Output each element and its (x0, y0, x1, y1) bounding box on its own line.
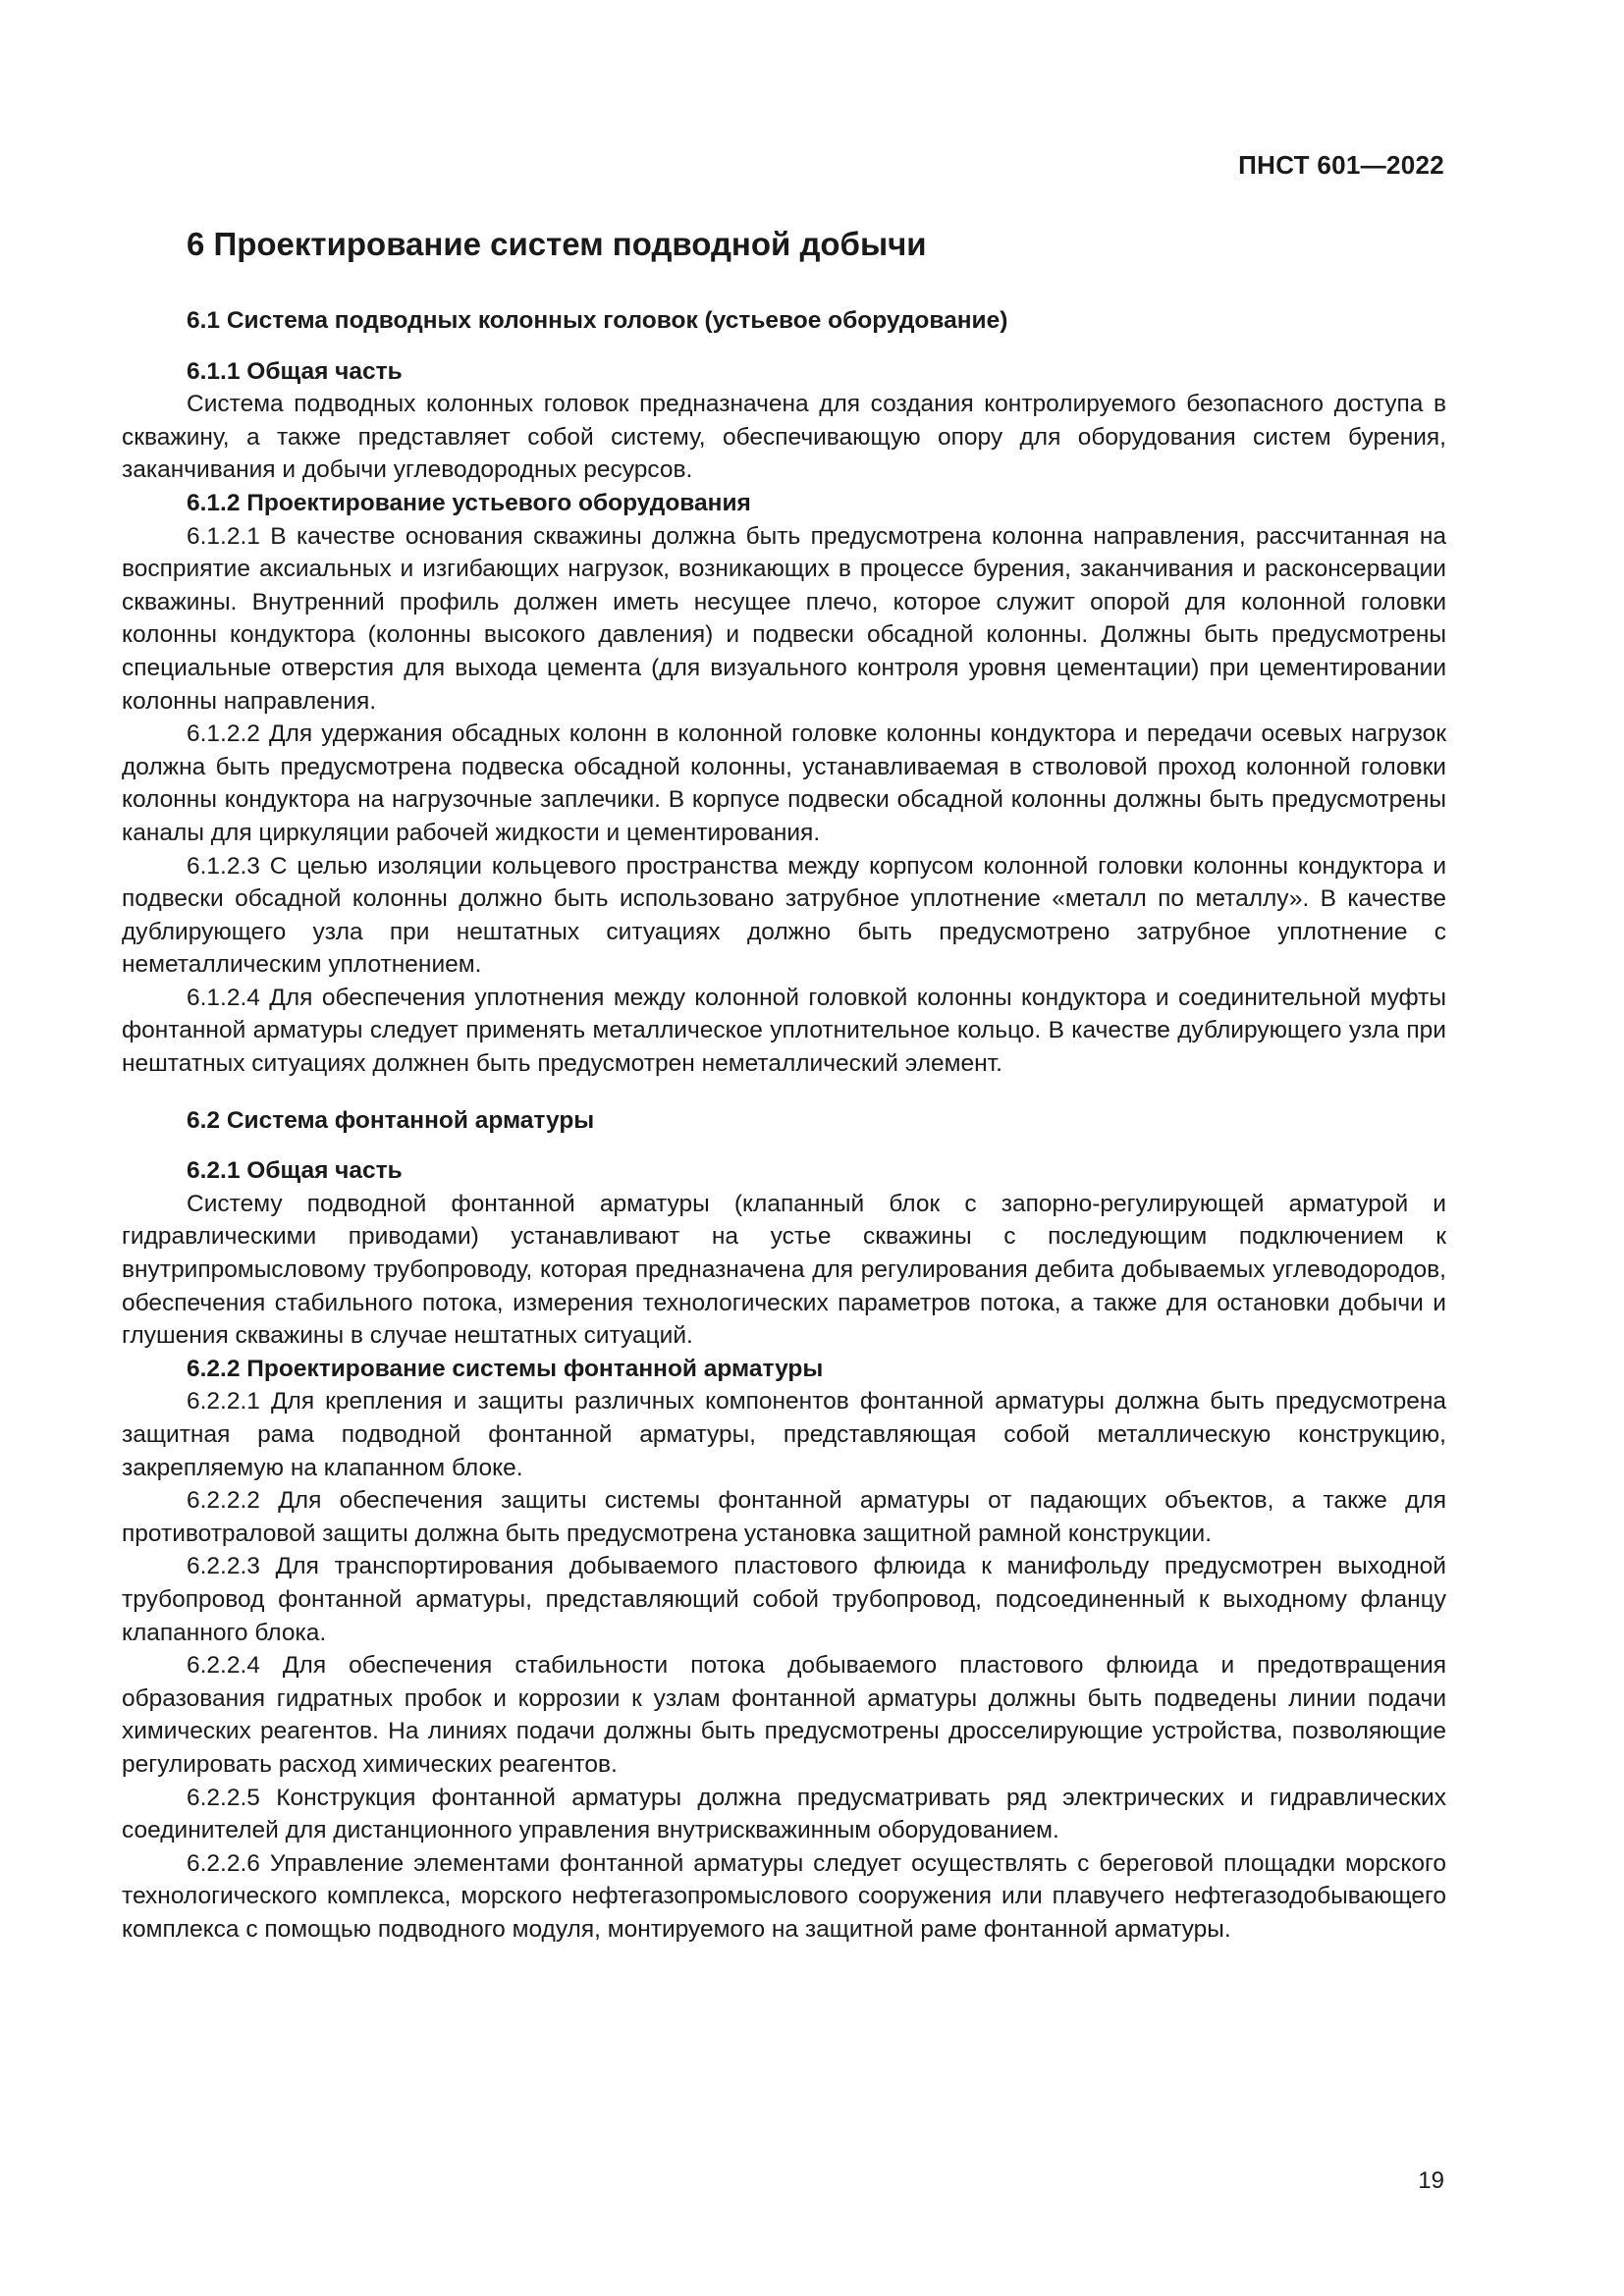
doc-code: ПНСТ 601—2022 (1238, 150, 1444, 180)
paragraph-6-1-2-2: 6.1.2.2 Для удержания обсадных колонн в колонной головке колонны кондуктора и передачи осевых нагрузок должна быть предусмотрена подвеска обсадной колонны, устанавливаемая в стволовой проход колонной головки колонны кондуктора на нагрузочные заплечики. В корпусе подвески обсадной колонны должны быть предусмотрены каналы для циркуляции рабочей жидкости и цементирования. (122, 721, 1446, 846)
paragraph-6-1-2-1: 6.1.2.1 В качестве основания скважины должна быть предусмотрена колонна направления, рассчитанная на восприятие аксиальных и изгибающих нагрузок, возникающих в процессе бурения, заканчивания и расконсервации скважины. Внутренний профиль должен иметь несущее плечо, которое служит опорой для колонной головки колонны кондуктора (колонны высокого давления) и подвески обсадной колонны. Должны быть предусмотрены специальные отверстия для выхода цемента (для визуального контроля уровня цементации) при цементировании колонны направления. (122, 522, 1446, 715)
paragraph-6-1-2-4: 6.1.2.4 Для обеспечения уплотнения между колонной головкой колонны кондуктора и соединительной муфты фонтанной арматуры следует применять металлическое уплотнительное кольцо. В качестве дублирующего узла при нештатных ситуациях должнен быть предусмотрен неметаллический элемент. (122, 984, 1446, 1078)
section-title: 6 Проектирование систем подводной добычи (187, 226, 927, 262)
clause-6-1-1-title: 6.1.1 Общая часть (187, 357, 403, 385)
paragraph-6-1-2-3: 6.1.2.3 С целью изоляции кольцевого пространства между корпусом колонной головки колонны кондуктора и подвески обсадной колонны должно быть использовано затрубное уплотнение «металл по металлу». В качестве дублирующего узла при нештатных ситуациях должно быть предусмотрено затрубное уплотнение с неметаллическим уплотнением. (122, 852, 1446, 979)
paragraph-6-2-2-1: 6.2.2.1 Для крепления и защиты различных компонентов фонтанной арматуры должна быть предусмотрена защитная рама подводной фонтанной арматуры, представляющая собой металлическую конструкцию, закрепляемую на клапанном блоке. (122, 1388, 1446, 1481)
clause-6-2-2-title: 6.2.2 Проектирование системы фонтанной арматуры (187, 1355, 824, 1382)
paragraph-6-2-1: Систему подводной фонтанной арматуры (клапанный блок с запорно-регулирующей арматурой и гидравлическими приводами) устанавливают на устье скважины с последующим подключением к внутрипромысловому трубопроводу, которая предназначена для регулирования дебита добываемых углеводородов, обеспечения стабильного потока, измерения технологических параметров потока, а также для остановки добычи и глушения скважины в случае нештатных ситуаций. (122, 1190, 1446, 1350)
subsection-6-2-title: 6.2 Система фонтанной арматуры (187, 1106, 595, 1134)
paragraph-6-2-2-3: 6.2.2.3 Для транспортирования добываемого пластового флюида к манифольду предусмотрен выходной трубопровод фонтанной арматуры, представляющий собой трубопровод, подсоединенный к выходному фланцу клапанного блока. (122, 1553, 1446, 1646)
clause-6-2-1-title: 6.2.1 Общая часть (187, 1157, 403, 1185)
paragraph-6-2-2-2: 6.2.2.2 Для обеспечения защиты системы фонтанной арматуры от падающих объектов, а также для противотраловой защиты должна быть предусмотрена установка защитной рамной конструкции. (122, 1487, 1446, 1547)
paragraph-6-2-2-5: 6.2.2.5 Конструкция фонтанной арматуры должна предусматривать ряд электрических и гидравлических соединителей для дистанционного управления внутрискважинным оборудованием. (122, 1784, 1446, 1844)
subsection-6-1-title: 6.1 Система подводных колонных головок (устьевое оборудование) (187, 307, 1008, 334)
paragraph-6-2-2-4: 6.2.2.4 Для обеспечения стабильности потока добываемого пластового флюида и предотвращения образования гидратных пробок и коррозии к узлам фонтанной арматуры должны быть подведены линии подачи химических реагентов. На линиях подачи должны быть предусмотрены дросселирующие устройства, позволяющие регулировать расход химических реагентов. (122, 1652, 1446, 1778)
page-number: 19 (1418, 2167, 1444, 2194)
paragraph-6-1-1: Система подводных колонных головок предназначена для создания контролируемого безопасного доступа в скважину, а также представляет собой систему, обеспечивающую опору для оборудования систем бурения, заканчивания и добычи углеводородных ресурсов. (122, 391, 1446, 484)
paragraph-6-2-2-6: 6.2.2.6 Управление элементами фонтанной арматуры следует осуществлять с береговой площадки морского технологического комплекса, морского нефтегазопромыслового сооружения или плавучего нефтегазодобывающего комплекса с помощью подводного модуля, монтируемого на защитной раме фонтанной арматуры. (122, 1849, 1446, 1943)
clause-6-1-2-title: 6.1.2 Проектирование устьевого оборудования (187, 489, 751, 516)
body-text (122, 304, 1446, 1947)
